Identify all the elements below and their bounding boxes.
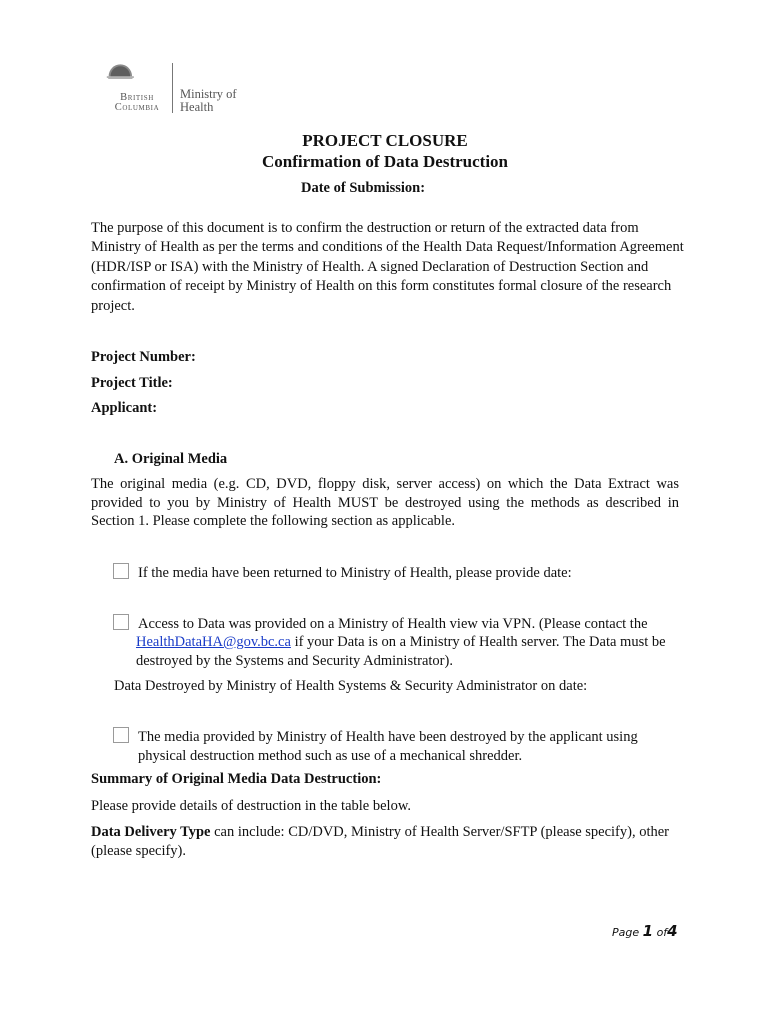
media-returned-checkbox[interactable] xyxy=(113,563,129,579)
section-a-description: The original media (e.g. CD, DVD, floppy disk, server access) on which the Data Extract was provided to you by Ministry of Health MUST be destroyed using the methods as described in Section 1. Please complete the following section as applicable. xyxy=(91,476,679,529)
vpn-access-text-part1: Access to Data was provided on a Ministry of Health view via VPN. (Please contact the xyxy=(138,616,648,632)
total-pages: 4 xyxy=(667,922,678,940)
of-word: of xyxy=(656,926,668,939)
intro-paragraph: The purpose of this document is to confirm the destruction or return of the extracted data from Ministry of Health as per the terms and conditions of the Health Data Request/Information Agreement (HDR/ISP or ISA) with the Ministry of Health. A signed Declaration of Destruction Section and confirmation of receipt by Ministry of Health on this form constitutes formal closure of the research project. xyxy=(91,220,684,314)
physical-destruction-checkbox[interactable] xyxy=(113,727,129,743)
vpn-access-text-part2: if your Data is on a Ministry of Health server. The Data must be destroyed by the Systems and Security Administrator). xyxy=(136,634,666,669)
applicant-label: Applicant: xyxy=(91,400,158,416)
delivery-type-label: Data Delivery Type xyxy=(91,824,211,840)
project-number-label: Project Number: xyxy=(91,349,196,365)
email-link[interactable]: HealthDataHA@gov.bc.ca xyxy=(136,634,291,650)
logo-province-text: British Columbia xyxy=(114,92,160,113)
document-title: PROJECT CLOSURE xyxy=(302,131,468,150)
destroyed-by-admin-label: Data Destroyed by Ministry of Health Systems & Security Administrator on date: xyxy=(114,678,588,694)
summary-heading: Summary of Original Media Data Destruction: xyxy=(91,771,382,787)
logo-ministry-text: Ministry of Health xyxy=(180,87,237,114)
vpn-access-text xyxy=(138,615,678,634)
page-number xyxy=(612,922,678,940)
vpn-access-text-cont xyxy=(136,633,684,670)
page-word: Page xyxy=(612,926,640,939)
project-title-label: Project Title: xyxy=(91,375,173,391)
delivery-type-text xyxy=(91,823,671,860)
media-returned-text: If the media have been returned to Ministry of Health, please provide date: xyxy=(138,565,572,581)
physical-destruction-text: The media provided by Ministry of Health have been destroyed by the applicant using physical destruction method such as use of a mechanical shredder. xyxy=(138,729,638,764)
current-page: 1 xyxy=(642,922,654,940)
section-a-heading: A. Original Media xyxy=(114,451,228,467)
bc-sun-logo-icon xyxy=(104,60,174,94)
document-subtitle: Confirmation of Data Destruction xyxy=(262,152,508,171)
date-of-submission-label: Date of Submission: xyxy=(301,180,426,196)
vpn-access-checkbox[interactable] xyxy=(113,614,129,630)
logo-divider xyxy=(172,63,173,113)
delivery-type-description: can include: CD/DVD, Ministry of Health Server/SFTP (please specify), other (please specify). xyxy=(91,824,670,859)
summary-instructions: Please provide details of destruction in the table below. xyxy=(91,798,411,814)
